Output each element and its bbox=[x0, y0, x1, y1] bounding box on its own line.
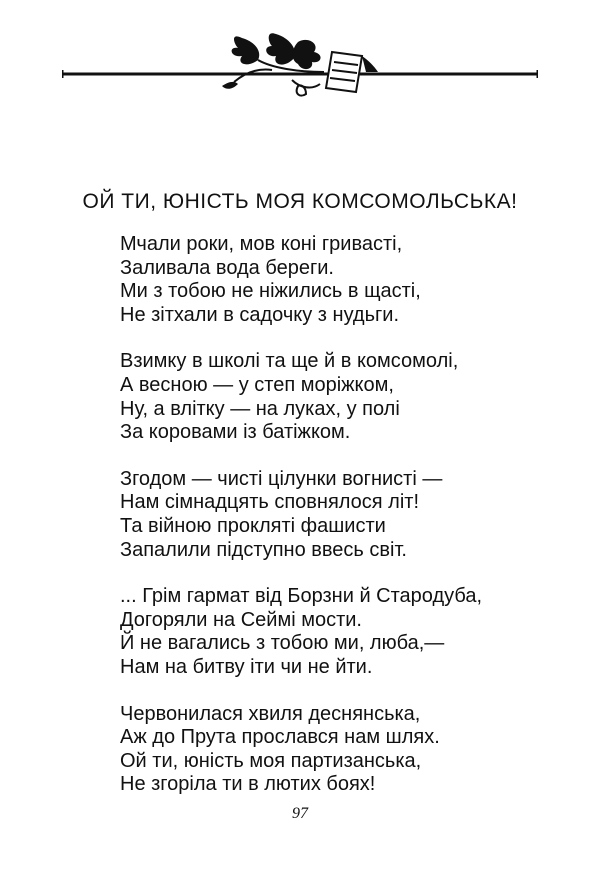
poem-line: Та війною прокляті фашисти bbox=[120, 514, 386, 537]
poem-line: Нам на битву іти чи не йти. bbox=[120, 655, 373, 678]
poem-line: Згодом — чисті цілунки вогнисті — bbox=[120, 467, 443, 490]
poem-line: Запалили підступно ввесь світ. bbox=[120, 538, 407, 561]
poem-body bbox=[120, 233, 560, 797]
poem-line: Не згоріла ти в лютих боях! bbox=[120, 773, 376, 796]
poem-line: Мчали роки, мов коні гриваcті, bbox=[120, 233, 403, 255]
poem-line: А весною — у степ моріжком, bbox=[120, 373, 394, 396]
stanza bbox=[120, 703, 560, 797]
stanza bbox=[120, 468, 560, 562]
poem-line: За коровами із батіжком. bbox=[120, 421, 351, 444]
poem-line: Й не вагались з тобою ми, люба,— bbox=[120, 632, 445, 655]
poem-line: Аж до Прута прослався нам шлях. bbox=[120, 726, 440, 749]
stanza bbox=[120, 350, 560, 444]
poem-line: ... Грім гармат від Борзни й Стародуба, bbox=[120, 585, 483, 608]
poem-line: Догоряли на Сеймі мости. bbox=[120, 608, 362, 631]
page-number: 97 bbox=[292, 805, 308, 822]
poem-line: Нам сімнадцять сповнялося літ! bbox=[120, 491, 420, 514]
poem-line: Не зітхали в садочку з нудьги. bbox=[120, 303, 400, 326]
stanza bbox=[120, 585, 560, 679]
oak-branch-ribbon-ornament-icon bbox=[62, 28, 538, 108]
poem-title: ОЙ ТИ, ЮНІСТЬ МОЯ КОМСОМОЛЬСЬКА! bbox=[82, 190, 518, 213]
poem-line: Червонилася хвиля деснянська, bbox=[120, 702, 421, 725]
poem-line: Заливала вода береги. bbox=[120, 256, 334, 279]
stanza bbox=[120, 233, 560, 327]
poem-line: Ой ти, юність моя партизанська, bbox=[120, 749, 422, 772]
poem-line: Ну, а влітку — на луках, у полі bbox=[120, 397, 400, 420]
poem-line: Ми з тобою не ніжились в щасті, bbox=[120, 280, 421, 303]
poem-line: Взимку в школі та ще й в комсомолі, bbox=[120, 350, 459, 373]
